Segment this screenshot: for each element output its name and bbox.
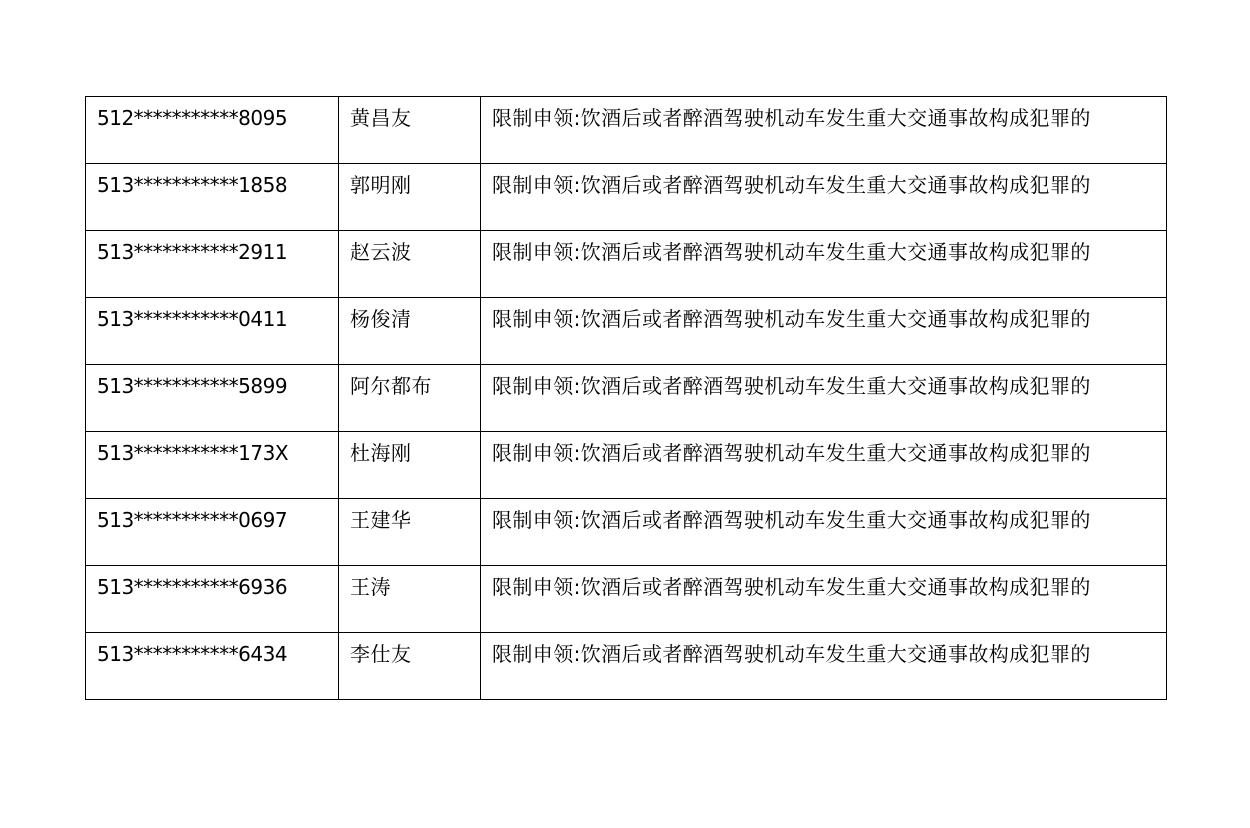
table-row: [86, 231, 1167, 298]
person-name: 杨俊清: [350, 307, 412, 331]
person-name: 王涛: [350, 575, 391, 599]
id-number: 513***********6936: [97, 575, 288, 599]
restriction-reason: 限制申领:饮酒后或者醉酒驾驶机动车发生重大交通事故构成犯罪的: [492, 441, 1091, 465]
id-cell: [86, 164, 339, 231]
id-cell: [86, 432, 339, 499]
id-number: 513***********173X: [97, 441, 289, 465]
id-cell: [86, 97, 339, 164]
id-number: 513***********0697: [97, 508, 288, 532]
restriction-reason: 限制申领:饮酒后或者醉酒驾驶机动车发生重大交通事故构成犯罪的: [492, 374, 1091, 398]
reason-cell: [481, 432, 1167, 499]
id-number: 512***********8095: [97, 106, 288, 130]
id-number: 513***********2911: [97, 240, 288, 264]
person-name: 李仕友: [350, 642, 412, 666]
person-name: 郭明刚: [350, 173, 412, 197]
id-cell: [86, 499, 339, 566]
name-cell: [339, 566, 481, 633]
table-row: [86, 633, 1167, 700]
restriction-reason: 限制申领:饮酒后或者醉酒驾驶机动车发生重大交通事故构成犯罪的: [492, 307, 1091, 331]
name-cell: [339, 231, 481, 298]
name-cell: [339, 164, 481, 231]
restriction-reason: 限制申领:饮酒后或者醉酒驾驶机动车发生重大交通事故构成犯罪的: [492, 240, 1091, 264]
id-number: 513***********0411: [97, 307, 288, 331]
person-name: 阿尔都布: [350, 374, 432, 398]
table-row: [86, 365, 1167, 432]
name-cell: [339, 499, 481, 566]
id-number: 513***********1858: [97, 173, 288, 197]
restriction-reason: 限制申领:饮酒后或者醉酒驾驶机动车发生重大交通事故构成犯罪的: [492, 575, 1091, 599]
id-cell: [86, 365, 339, 432]
reason-cell: [481, 365, 1167, 432]
restriction-reason: 限制申领:饮酒后或者醉酒驾驶机动车发生重大交通事故构成犯罪的: [492, 508, 1091, 532]
reason-cell: [481, 164, 1167, 231]
person-name: 杜海刚: [350, 441, 412, 465]
restriction-reason: 限制申领:饮酒后或者醉酒驾驶机动车发生重大交通事故构成犯罪的: [492, 642, 1091, 666]
person-name: 王建华: [350, 508, 412, 532]
person-name: 赵云波: [350, 240, 412, 264]
id-cell: [86, 566, 339, 633]
table-row: [86, 432, 1167, 499]
table-row: [86, 566, 1167, 633]
restriction-reason: 限制申领:饮酒后或者醉酒驾驶机动车发生重大交通事故构成犯罪的: [492, 173, 1091, 197]
id-number: 513***********5899: [97, 374, 288, 398]
reason-cell: [481, 499, 1167, 566]
table-row: [86, 298, 1167, 365]
id-cell: [86, 633, 339, 700]
name-cell: [339, 365, 481, 432]
table-row: [86, 499, 1167, 566]
person-name: 黄昌友: [350, 106, 412, 130]
id-cell: [86, 298, 339, 365]
records-table-body: [86, 97, 1167, 700]
reason-cell: [481, 97, 1167, 164]
name-cell: [339, 97, 481, 164]
name-cell: [339, 633, 481, 700]
id-cell: [86, 231, 339, 298]
table-row: [86, 164, 1167, 231]
name-cell: [339, 298, 481, 365]
restriction-reason: 限制申领:饮酒后或者醉酒驾驶机动车发生重大交通事故构成犯罪的: [492, 106, 1091, 130]
reason-cell: [481, 231, 1167, 298]
table-row: [86, 97, 1167, 164]
id-number: 513***********6434: [97, 642, 288, 666]
records-table: [85, 96, 1167, 700]
reason-cell: [481, 633, 1167, 700]
reason-cell: [481, 566, 1167, 633]
name-cell: [339, 432, 481, 499]
reason-cell: [481, 298, 1167, 365]
